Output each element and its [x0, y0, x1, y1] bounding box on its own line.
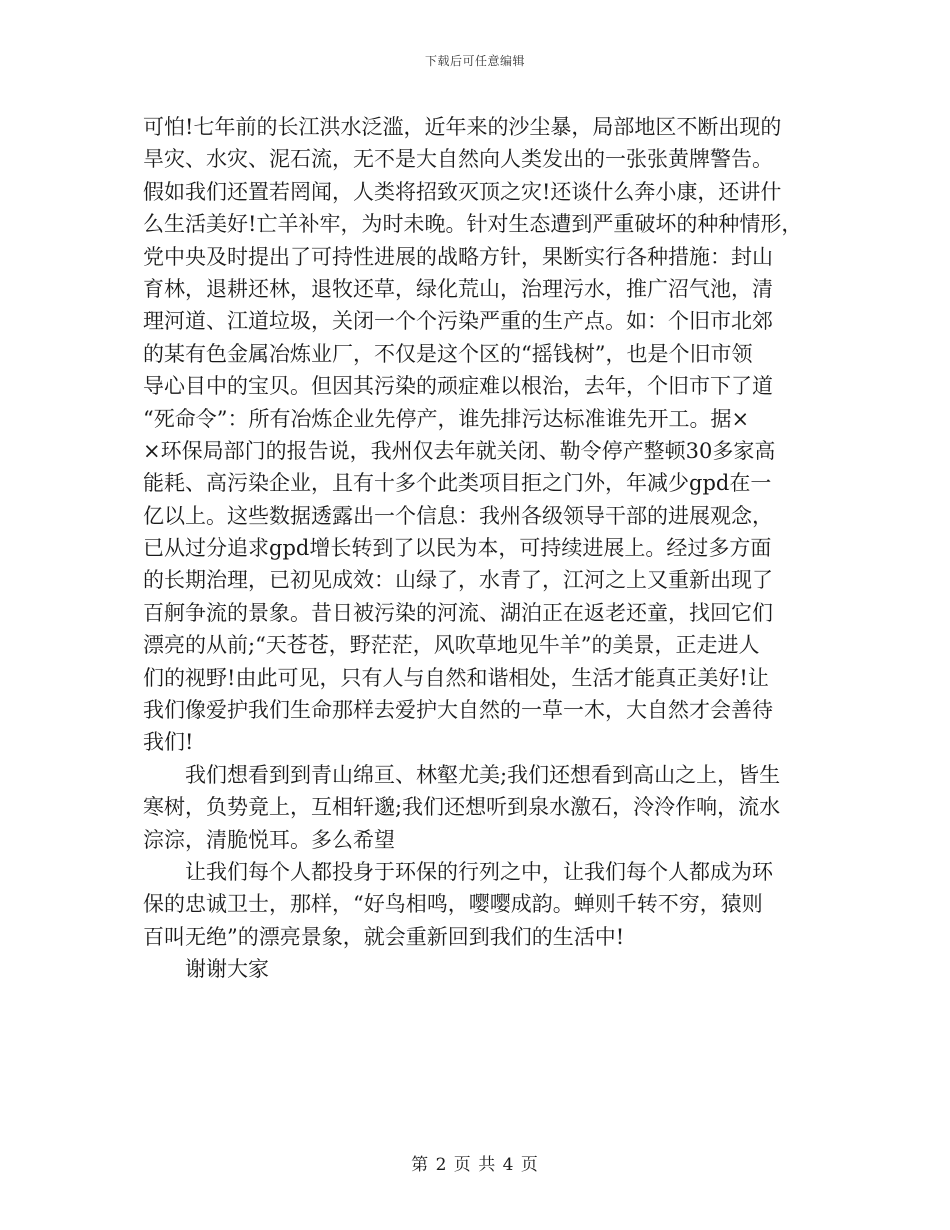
text-line: 我们!: [143, 730, 194, 755]
text-line: “死命令”：所有冶炼企业先停产，谁先排污达标准谁先开工。据×: [143, 406, 750, 431]
text-line: 我们想看到到青山绵亘、林壑尤美;我们还想看到高山之上，皆生: [185, 762, 781, 787]
text-line: 我们像爱护我们生命那样去爱护大自然的一草一木，大自然才会善待: [143, 698, 773, 723]
text-line: 可怕!七年前的长江洪水泛滥，近年来的沙尘暴，局部地区不断出现的: [143, 115, 782, 139]
text-line: 保的忠诚卫士，那样，“好鸟相鸣，嘤嘤成韵。蝉则千转不穷，猿则: [143, 892, 763, 917]
text-line: 漂亮的从前;“天苍苍，野茫茫，风吹草地见牛羊”的美景，正走进人: [143, 633, 760, 658]
page-footer: 第 2 页 共 4 页: [411, 1155, 539, 1175]
document-body: [143, 111, 823, 986]
text-line: 让我们每个人都投身于环保的行列之中，让我们每个人都成为环: [185, 859, 773, 884]
text-line: 寒树，负势竟上，互相轩邈;我们还想听到泉水激石，泠泠作响，流水: [143, 795, 781, 820]
text-line: 们的视野!由此可见，只有人与自然和谐相处，生活才能真正美好!让: [143, 665, 769, 690]
text-line: 理河道、江道垃圾，关闭一个个污染严重的生产点。如：个旧市北郊: [143, 309, 773, 334]
text-line: 能耗、高污染企业，且有十多个此类项目拒之门外，年减少gpd在一: [143, 471, 772, 496]
text-line: 淙淙，清脆悦耳。多么希望: [143, 827, 395, 852]
text-line: 百舸争流的景象。昔日被污染的河流、湖泊正在返老还童，找回它们: [143, 600, 773, 625]
text-line: 亿以上。这些数据透露出一个信息：我州各级领导干部的进展观念，: [143, 503, 773, 528]
text-line: 党中央及时提出了可持性进展的战略方针，果断实行各种措施：封山: [143, 244, 773, 269]
text-line: 么生活美好!亡羊补牢，为时未晚。针对生态遭到严重破坏的种种情形，: [143, 212, 803, 237]
text-line: 假如我们还置若罔闻，人类将招致灭顶之灾!还谈什么奔小康，还讲什: [143, 179, 782, 204]
text-line: 已从过分追求gpd增长转到了以民为本，可持续进展上。经过多方面: [143, 536, 772, 561]
closing-line: 谢谢大家: [185, 957, 269, 982]
text-line: 育林，退耕还林，退牧还草，绿化荒山，治理污水，推广沼气池，清: [143, 276, 773, 301]
text-line: ×环保局部门的报告说，我州仅去年就关闭、勒令停产整顿30多家高: [143, 438, 776, 463]
page-header: 下载后可任意编辑: [424, 54, 525, 68]
text-line: 百叫无绝”的漂亮景象，就会重新回到我们的生活中!: [143, 924, 625, 949]
text-line: 旱灾、水灾、泥石流，无不是大自然向人类发出的一张张黄牌警告。: [143, 147, 773, 172]
text-line: 导心目中的宝贝。但因其污染的顽症难以根治，去年，个旧市下了道: [143, 374, 773, 399]
text-line: 的某有色金属冶炼业厂，不仅是这个区的“摇钱树”，也是个旧市领: [143, 341, 753, 366]
text-line: 的长期治理，已初见成效：山绿了，水青了，江河之上又重新出现了: [143, 568, 773, 593]
